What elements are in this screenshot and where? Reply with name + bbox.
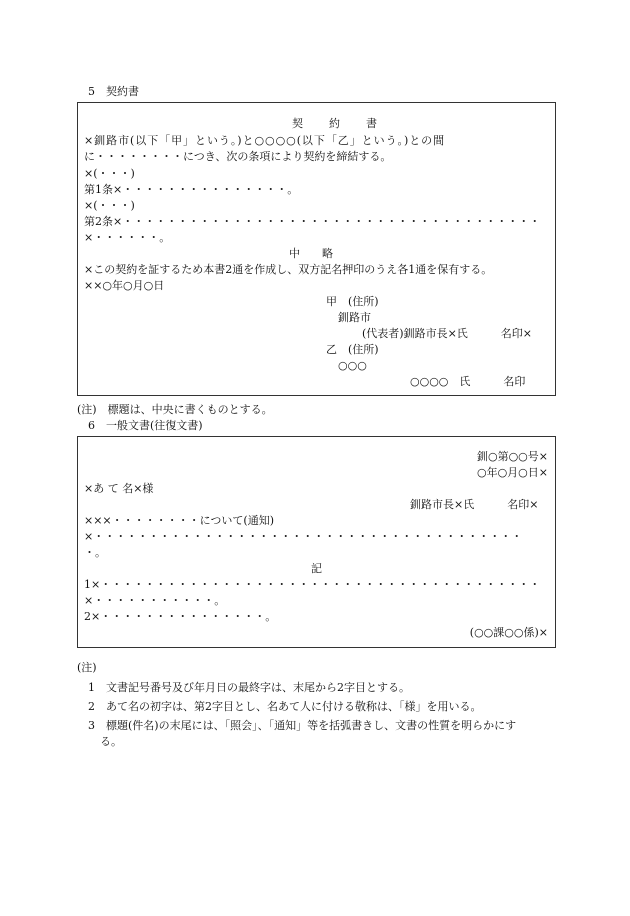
contract-line-7: ×・・・・・・。 bbox=[84, 231, 171, 244]
letter-body-line-2: ・。 bbox=[84, 546, 106, 559]
item-1-line-1: 1×・・・・・・・・・・・・・・・・・・・・・・・・・・・・・・・・・・・・・・・・ bbox=[84, 578, 541, 591]
contract-date: ××○年○月○日 bbox=[84, 279, 165, 292]
contract-middle-omitted: 中 略 bbox=[289, 247, 333, 260]
note-1: 1 文書記号番号及び年月日の最終字は、末尾から2字目とする。 bbox=[88, 681, 410, 694]
item-2: 2×・・・・・・・・・・・・・・・。 bbox=[84, 610, 277, 623]
addressee: ×あ て 名×様 bbox=[84, 482, 154, 495]
contact-section: (○○課○○係)× bbox=[469, 626, 548, 639]
note-3-continued: る。 bbox=[100, 735, 122, 748]
contract-line-8: ×この契約を証するため本書2通を作成し、双方記名押印のうえ各1通を保有する。 bbox=[84, 263, 493, 276]
party-b-address: 乙 (住所) bbox=[326, 343, 379, 356]
party-b-addr-value: ○○○ bbox=[338, 359, 367, 372]
doc-number: 釧○第○○号× bbox=[476, 450, 548, 463]
contract-article-2: 第2条×・・・・・・・・・・・・・・・・・・・・・・・・・・・・・・・・・・・・・・ bbox=[84, 215, 541, 228]
notes-label: (注) bbox=[77, 661, 97, 674]
letter-body-line-1: ×・・・・・・・・・・・・・・・・・・・・・・・・・・・・・・・・・・・・・・・ bbox=[84, 530, 523, 543]
note-2: 2 あて名の初字は、第2字目とし、名あて人に付ける敬称は、「様」を用いる。 bbox=[88, 700, 482, 713]
contract-line-3: ×(・・・) bbox=[84, 167, 135, 180]
sender: 釧路市長×氏 名印× bbox=[410, 498, 539, 511]
contract-line-1: ×釧路市(以下「甲」という。)と○○○○(以下「乙」という。)との間 bbox=[84, 134, 446, 147]
contract-article-1: 第1条×・・・・・・・・・・・・・・・。 bbox=[84, 183, 299, 196]
section5-note: (注) 標題は、中央に書くものとする。 bbox=[77, 403, 273, 416]
section6-heading: 6 一般文書(往復文書) bbox=[88, 419, 203, 432]
party-a-representative: (代表者)釧路市長×氏 名印× bbox=[362, 327, 533, 340]
section5-heading: 5 契約書 bbox=[88, 85, 139, 98]
contract-title: 契約書 bbox=[292, 117, 403, 130]
party-a-address: 甲 (住所) bbox=[326, 295, 379, 308]
item-1-line-2: ×・・・・・・・・・・・。 bbox=[84, 594, 226, 607]
contract-line-2: に・・・・・・・・につき、次の条項により契約を締結する。 bbox=[84, 150, 392, 163]
letter-subject: ×××・・・・・・・・について(通知) bbox=[84, 514, 275, 527]
party-b-name: ○○○○ 氏 名印 bbox=[410, 375, 526, 388]
ki-heading: 記 bbox=[311, 562, 322, 575]
party-a-city: 釧路市 bbox=[338, 311, 371, 324]
note-3: 3 標題(件名)の末尾には、「照会」、「通知」等を括弧書きし、文書の性質を明らかにす bbox=[88, 719, 517, 732]
contract-line-5: ×(・・・) bbox=[84, 199, 135, 212]
doc-date: ○年○月○日× bbox=[476, 466, 548, 479]
